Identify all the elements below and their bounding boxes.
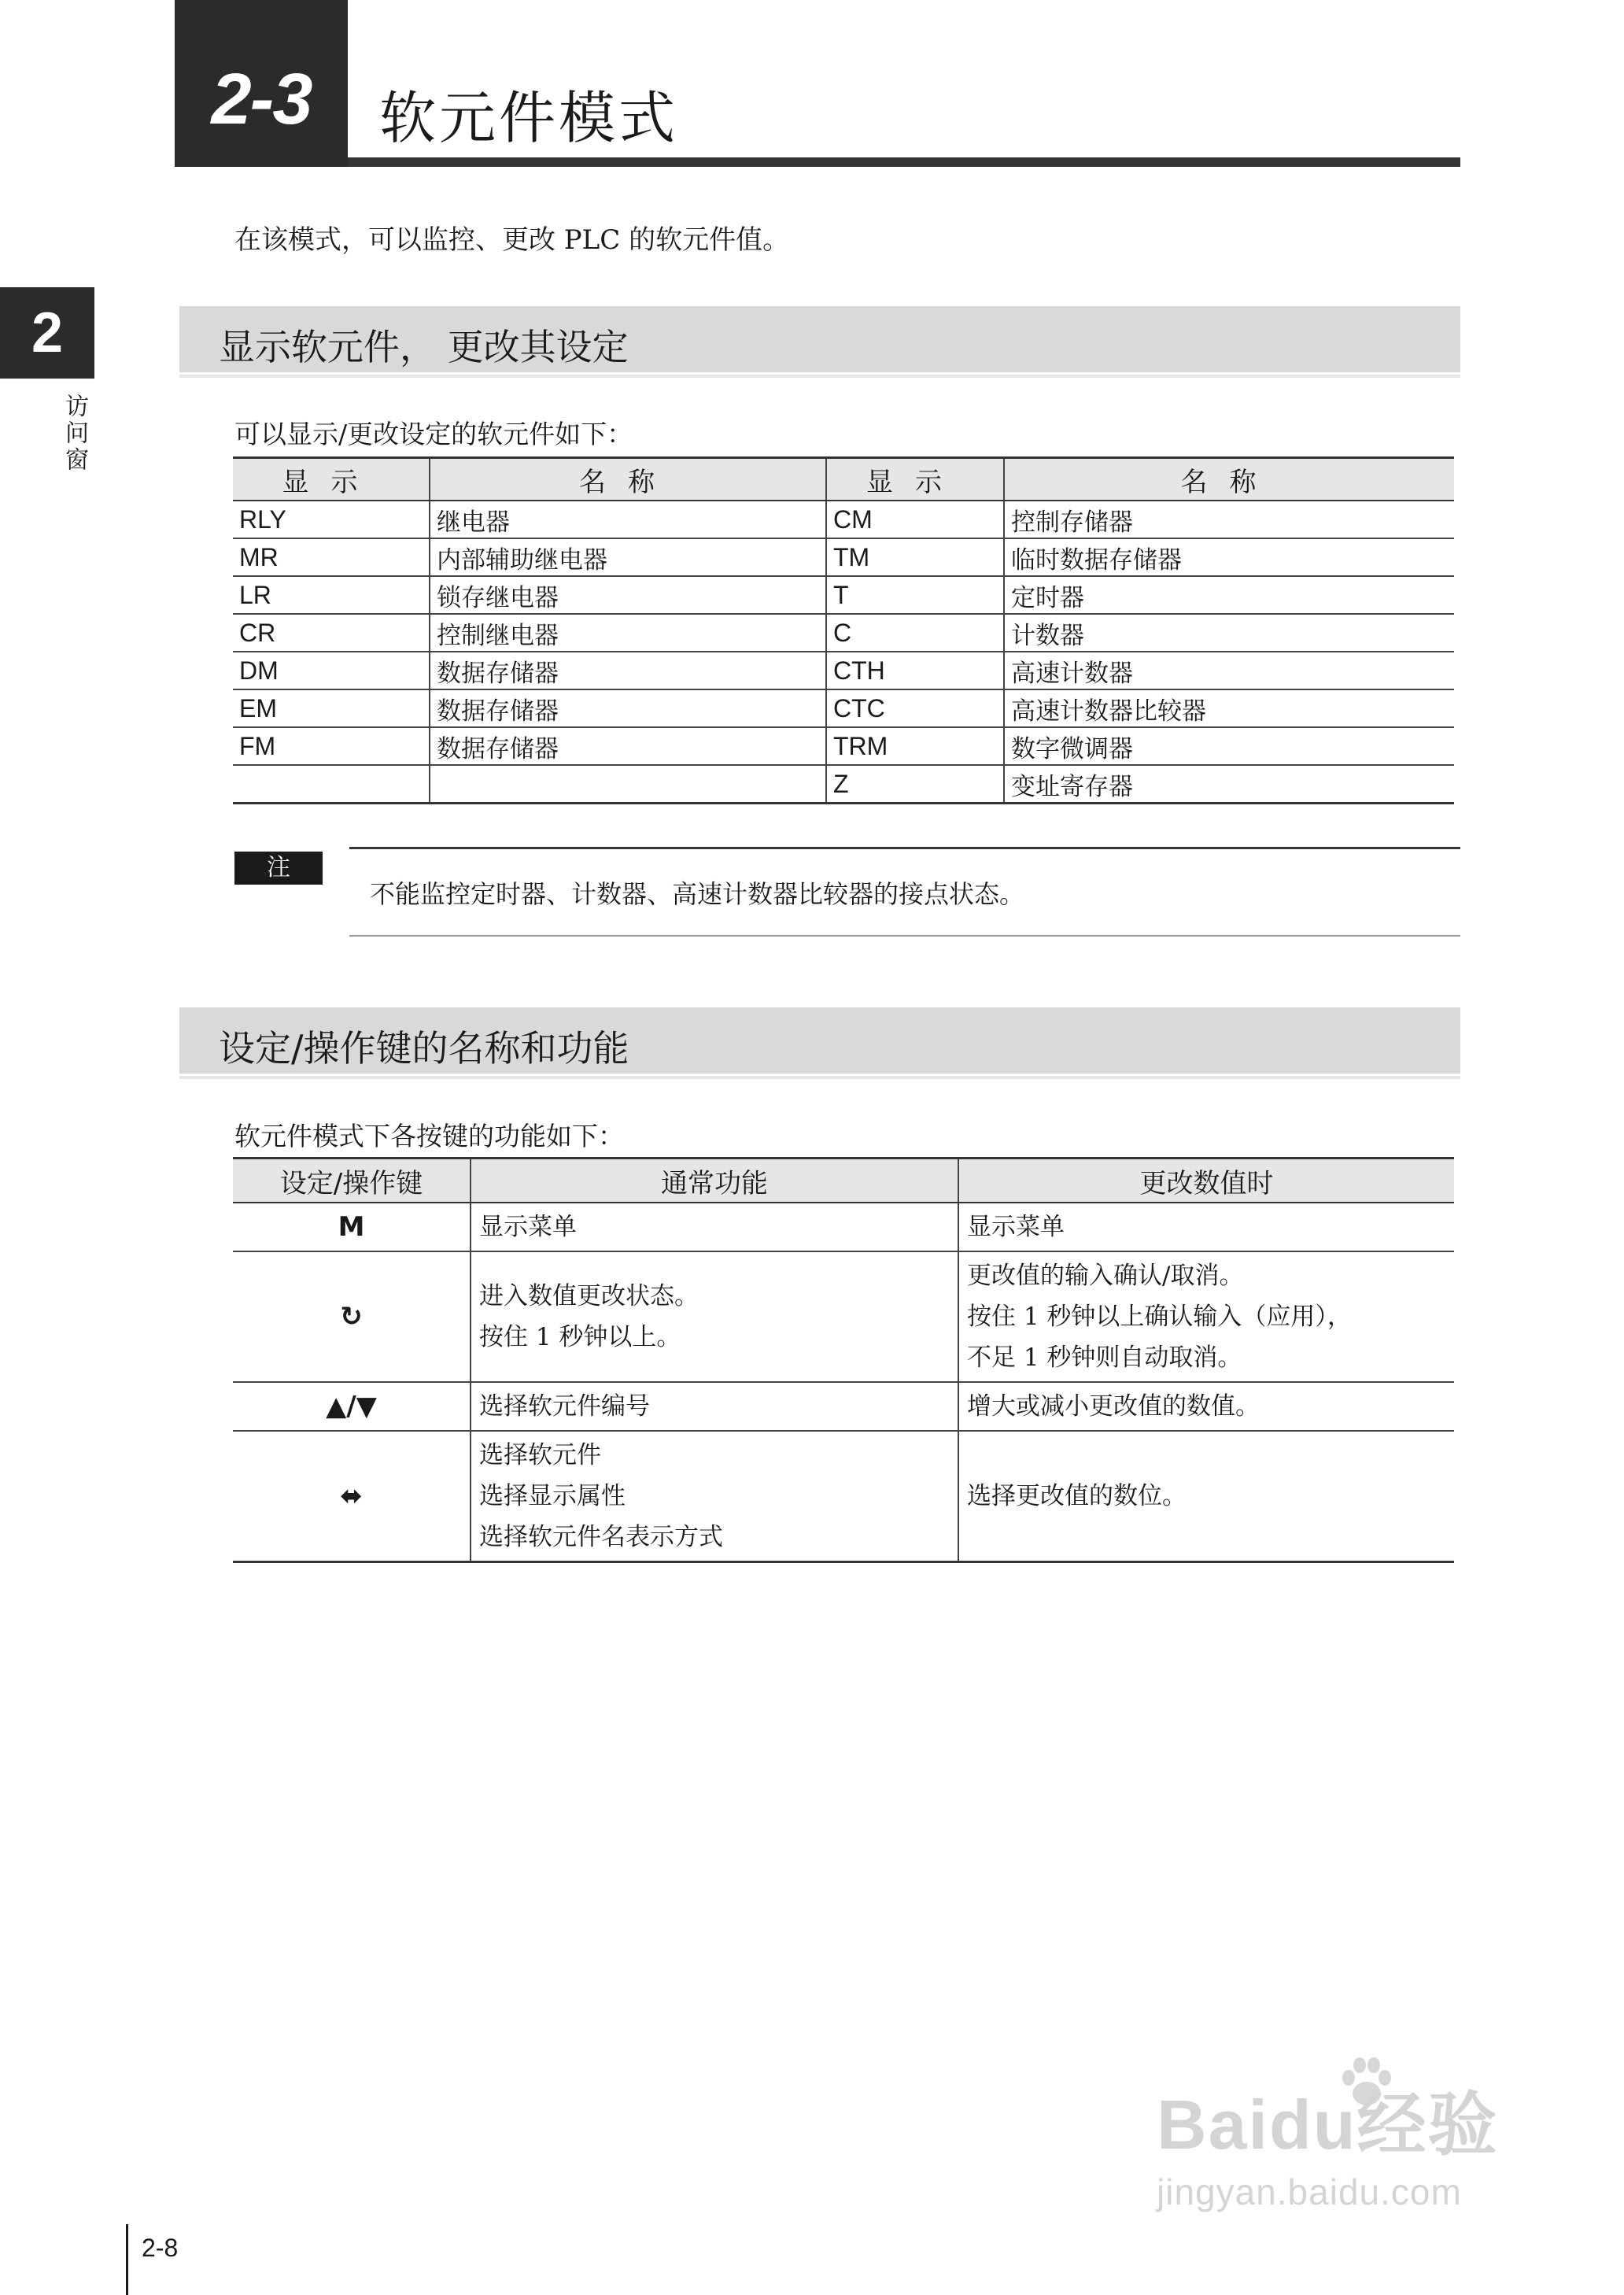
device-table	[233, 456, 1454, 804]
device-name-cell: 锁存继电器	[430, 576, 826, 614]
table-row	[233, 765, 1454, 804]
device-code-cell: CTH	[826, 652, 1004, 689]
device-name-cell	[430, 765, 826, 804]
note-top-rule	[349, 847, 1460, 849]
table-row	[233, 1431, 1454, 1562]
device-code-cell: RLY	[233, 501, 430, 538]
device-code-cell: MR	[233, 538, 430, 576]
intro-text: 在该模式，可以监控、更改 PLC 的软元件值。	[234, 224, 790, 256]
function-line: 增大或减小更改值的数值。	[967, 1392, 1260, 1421]
device-code-cell: CR	[233, 614, 430, 652]
change-function-cell	[958, 1382, 1454, 1431]
table-row	[233, 727, 1454, 765]
chapter-label: 访问窗	[61, 394, 88, 474]
note-bottom-rule	[349, 935, 1460, 937]
devices-lead: 可以显示/更改设定的软元件如下：	[234, 419, 633, 449]
device-name-cell: 定时器	[1004, 576, 1454, 614]
col-change-value: 更改数值时	[958, 1159, 1454, 1203]
footer-rule	[126, 2224, 128, 2295]
watermark	[1157, 2070, 1498, 2213]
function-line: 选择软元件	[479, 1441, 601, 1469]
note-text: 不能监控定时器、计数器、高速计数器比较器的接点状态。	[370, 879, 1025, 909]
function-line: 按住 1 秒钟以上。	[479, 1323, 681, 1351]
device-code-cell: DM	[233, 652, 430, 689]
table-row	[233, 538, 1454, 576]
device-code-cell	[233, 765, 430, 804]
device-name-cell: 高速计数器比较器	[1004, 689, 1454, 727]
col-normal-function: 通常功能	[471, 1159, 958, 1203]
subheading-keys	[179, 1007, 1460, 1076]
normal-function-cell	[471, 1203, 958, 1251]
change-function-cell	[958, 1251, 1454, 1382]
device-code-cell: TM	[826, 538, 1004, 576]
col-key: 设定/操作键	[233, 1159, 471, 1203]
device-name-cell: 数字微调器	[1004, 727, 1454, 765]
device-name-cell: 控制存储器	[1004, 501, 1454, 538]
device-name-cell: 数据存储器	[430, 727, 826, 765]
normal-function-cell	[471, 1431, 958, 1562]
device-code-cell: CM	[826, 501, 1004, 538]
col-name-1: 名称	[430, 458, 826, 501]
watermark-url: jingyan.baidu.com	[1157, 2171, 1462, 2212]
device-code-cell: T	[826, 576, 1004, 614]
subheading-devices-text: 显示软元件， 更改其设定	[219, 326, 629, 368]
device-code-cell: C	[826, 614, 1004, 652]
function-line: 按住 1 秒钟以上确认输入（应用），	[967, 1303, 1352, 1331]
chapter-tab: 2	[0, 287, 94, 379]
subheading-devices	[179, 306, 1460, 375]
col-display-1: 显示	[233, 458, 430, 501]
device-code-cell: EM	[233, 689, 430, 727]
function-line: 显示菜单	[967, 1213, 1065, 1241]
normal-function-cell	[471, 1382, 958, 1431]
normal-function-cell	[471, 1251, 958, 1382]
table-row	[233, 1251, 1454, 1382]
function-line: 显示菜单	[479, 1213, 577, 1241]
function-line: 选择显示属性	[479, 1482, 626, 1510]
device-name-cell: 变址寄存器	[1004, 765, 1454, 804]
change-function-cell	[958, 1431, 1454, 1562]
device-name-cell: 内部辅助继电器	[430, 538, 826, 576]
table-row	[233, 1203, 1454, 1251]
function-line: 进入数值更改状态。	[479, 1282, 699, 1310]
table-row	[233, 652, 1454, 689]
change-function-cell	[958, 1203, 1454, 1251]
section-number: 2-3	[175, 0, 348, 167]
device-name-cell: 数据存储器	[430, 652, 826, 689]
rotate-key-icon: ↻	[233, 1251, 471, 1382]
device-name-cell: 继电器	[430, 501, 826, 538]
table-row	[233, 689, 1454, 727]
device-code-cell: LR	[233, 576, 430, 614]
device-name-cell: 计数器	[1004, 614, 1454, 652]
section-rule	[348, 157, 1460, 167]
device-code-cell: CTC	[826, 689, 1004, 727]
keys-lead: 软元件模式下各按键的功能如下：	[234, 1121, 624, 1151]
col-display-2: 显示	[826, 458, 1004, 501]
device-name-cell: 高速计数器	[1004, 652, 1454, 689]
col-name-2: 名称	[1004, 458, 1454, 501]
device-code-cell: Z	[826, 765, 1004, 804]
watermark-main: Baidu经验	[1157, 2086, 1499, 2164]
table-row	[233, 1382, 1454, 1431]
note-badge: 注	[234, 852, 323, 885]
page-number: 2-8	[142, 2234, 179, 2262]
function-line: 更改值的输入确认/取消。	[967, 1262, 1244, 1290]
key-label-cell: M	[233, 1203, 471, 1251]
subheading-keys-text: 设定/操作键的名称和功能	[219, 1027, 629, 1070]
function-line: 选择更改值的数位。	[967, 1482, 1187, 1510]
device-code-cell: TRM	[826, 727, 1004, 765]
device-code-cell: FM	[233, 727, 430, 765]
key-function-table	[233, 1157, 1454, 1563]
table-row	[233, 614, 1454, 652]
table-row	[233, 576, 1454, 614]
up-down-arrow-icon: ▲/▼	[233, 1382, 471, 1431]
device-name-cell: 控制继电器	[430, 614, 826, 652]
left-right-arrow-icon: ⬌	[233, 1431, 471, 1562]
device-name-cell: 数据存储器	[430, 689, 826, 727]
function-line: 不足 1 秒钟则自动取消。	[967, 1343, 1242, 1372]
function-line: 选择软元件名表示方式	[479, 1523, 723, 1551]
table-row	[233, 501, 1454, 538]
section-title: 软元件模式	[379, 85, 679, 151]
function-line: 选择软元件编号	[479, 1392, 650, 1421]
device-name-cell: 临时数据存储器	[1004, 538, 1454, 576]
